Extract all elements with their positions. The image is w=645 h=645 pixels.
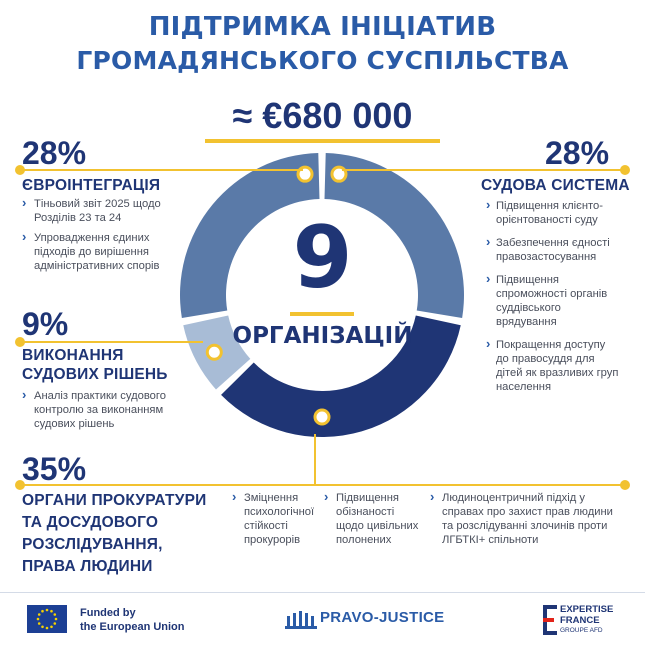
bullet-item: › Аналіз практики судового контролю за виконанням судових рішень bbox=[20, 389, 185, 431]
eu-flag-icon bbox=[27, 605, 67, 633]
title-line-1: ПІДТРИМКА ІНІЦІАТИВ bbox=[148, 12, 497, 42]
eu-star bbox=[41, 625, 44, 628]
bullet-item: › Підвищення клієнто-орієнтованості суду bbox=[484, 199, 619, 227]
prosecution-title-3: РОЗСЛІДУВАННЯ, bbox=[22, 536, 163, 553]
prosecution-bullet: › Підвищення обізнаності щодо цивільних полонених bbox=[324, 491, 419, 547]
enforcement-percent: 9% bbox=[22, 306, 69, 342]
eu-star bbox=[46, 627, 49, 630]
footer bbox=[0, 592, 645, 645]
eu-star bbox=[38, 613, 41, 616]
eu-star bbox=[41, 610, 44, 613]
ef-line-1: EXPERTISE bbox=[560, 604, 614, 615]
eu-star bbox=[53, 613, 56, 616]
expertise-france-logo-icon bbox=[543, 605, 557, 635]
eu-funding-text bbox=[80, 606, 185, 634]
bullet-item: › Покращення доступу до правосуддя для дітей як вразливих груп населення bbox=[484, 338, 619, 394]
enforcement-title-2: СУДОВИХ РІШЕНЬ bbox=[22, 366, 168, 383]
eu-line-2: the European Union bbox=[80, 621, 185, 633]
judicial-system-percent: 28% bbox=[545, 135, 610, 171]
bullet-item: › Тіньовий звіт 2025 щодо Розділів 23 та 24 bbox=[20, 197, 190, 225]
pravo-justice-name: PRAVO-JUSTICE bbox=[320, 609, 445, 626]
eu-star bbox=[37, 618, 40, 621]
judicial-system-bullets bbox=[484, 199, 619, 403]
euro-integration-percent: 28% bbox=[22, 135, 87, 171]
connector-line bbox=[314, 434, 316, 485]
eu-star bbox=[55, 618, 58, 621]
enforcement-bullets bbox=[20, 389, 185, 437]
prosecution-bullet: › Людиноцентричний підхід у справах про захист прав людини та розслідуванні злочинів проти ЛГБТКІ+ спільноти bbox=[430, 491, 620, 547]
expertise-france-subtitle: GROUPE AFD bbox=[560, 627, 603, 634]
organizations-count: 9 bbox=[292, 208, 353, 308]
judicial-system-title: СУДОВА СИСТЕМА bbox=[481, 177, 630, 194]
connector-dot bbox=[620, 165, 630, 175]
euro-integration-title: ЄВРОІНТЕГРАЦІЯ bbox=[22, 177, 161, 194]
eu-star bbox=[38, 622, 41, 625]
prosecution-percent: 35% bbox=[22, 451, 87, 487]
pravo-justice-logo-icon bbox=[285, 611, 317, 629]
bullet-item: › Упровадження єдиних підходів до вирішення адміністративних спорів bbox=[20, 231, 190, 273]
connector-line bbox=[20, 484, 625, 486]
eu-star bbox=[50, 610, 53, 613]
organizations-label: ОРГАНІЗАЦІЙ bbox=[232, 323, 413, 349]
prosecution-title-1: ОРГАНИ ПРОКУРАТУРИ bbox=[22, 492, 207, 509]
slice-marker bbox=[315, 410, 329, 424]
enforcement-title-1: ВИКОНАННЯ bbox=[22, 347, 124, 364]
eu-star bbox=[50, 625, 53, 628]
expertise-france-name bbox=[560, 604, 613, 626]
eu-line-1: Funded by bbox=[80, 607, 136, 619]
center-divider bbox=[290, 312, 354, 316]
total-amount: ≈ €680 000 bbox=[232, 95, 413, 136]
eu-star bbox=[46, 609, 49, 612]
bullet-item: › Забезпечення єдності правозастосування bbox=[484, 236, 619, 264]
title-line-2: ГРОМАДЯНСЬКОГО СУСПІЛЬСТВА bbox=[76, 46, 569, 75]
euro-integration-bullets bbox=[20, 197, 190, 279]
ef-line-2: FRANCE bbox=[560, 615, 600, 626]
prosecution-title-2: ТА ДОСУДОВОГО bbox=[22, 514, 159, 531]
eu-star bbox=[53, 622, 56, 625]
connector-dot bbox=[620, 480, 630, 490]
prosecution-bullet: › Зміцнення психологічної стійкості прокурорів bbox=[232, 491, 322, 547]
bullet-item: › Підвищення спроможності органів суддівського врядування bbox=[484, 273, 619, 329]
prosecution-title-4: ПРАВА ЛЮДИНИ bbox=[22, 558, 153, 575]
